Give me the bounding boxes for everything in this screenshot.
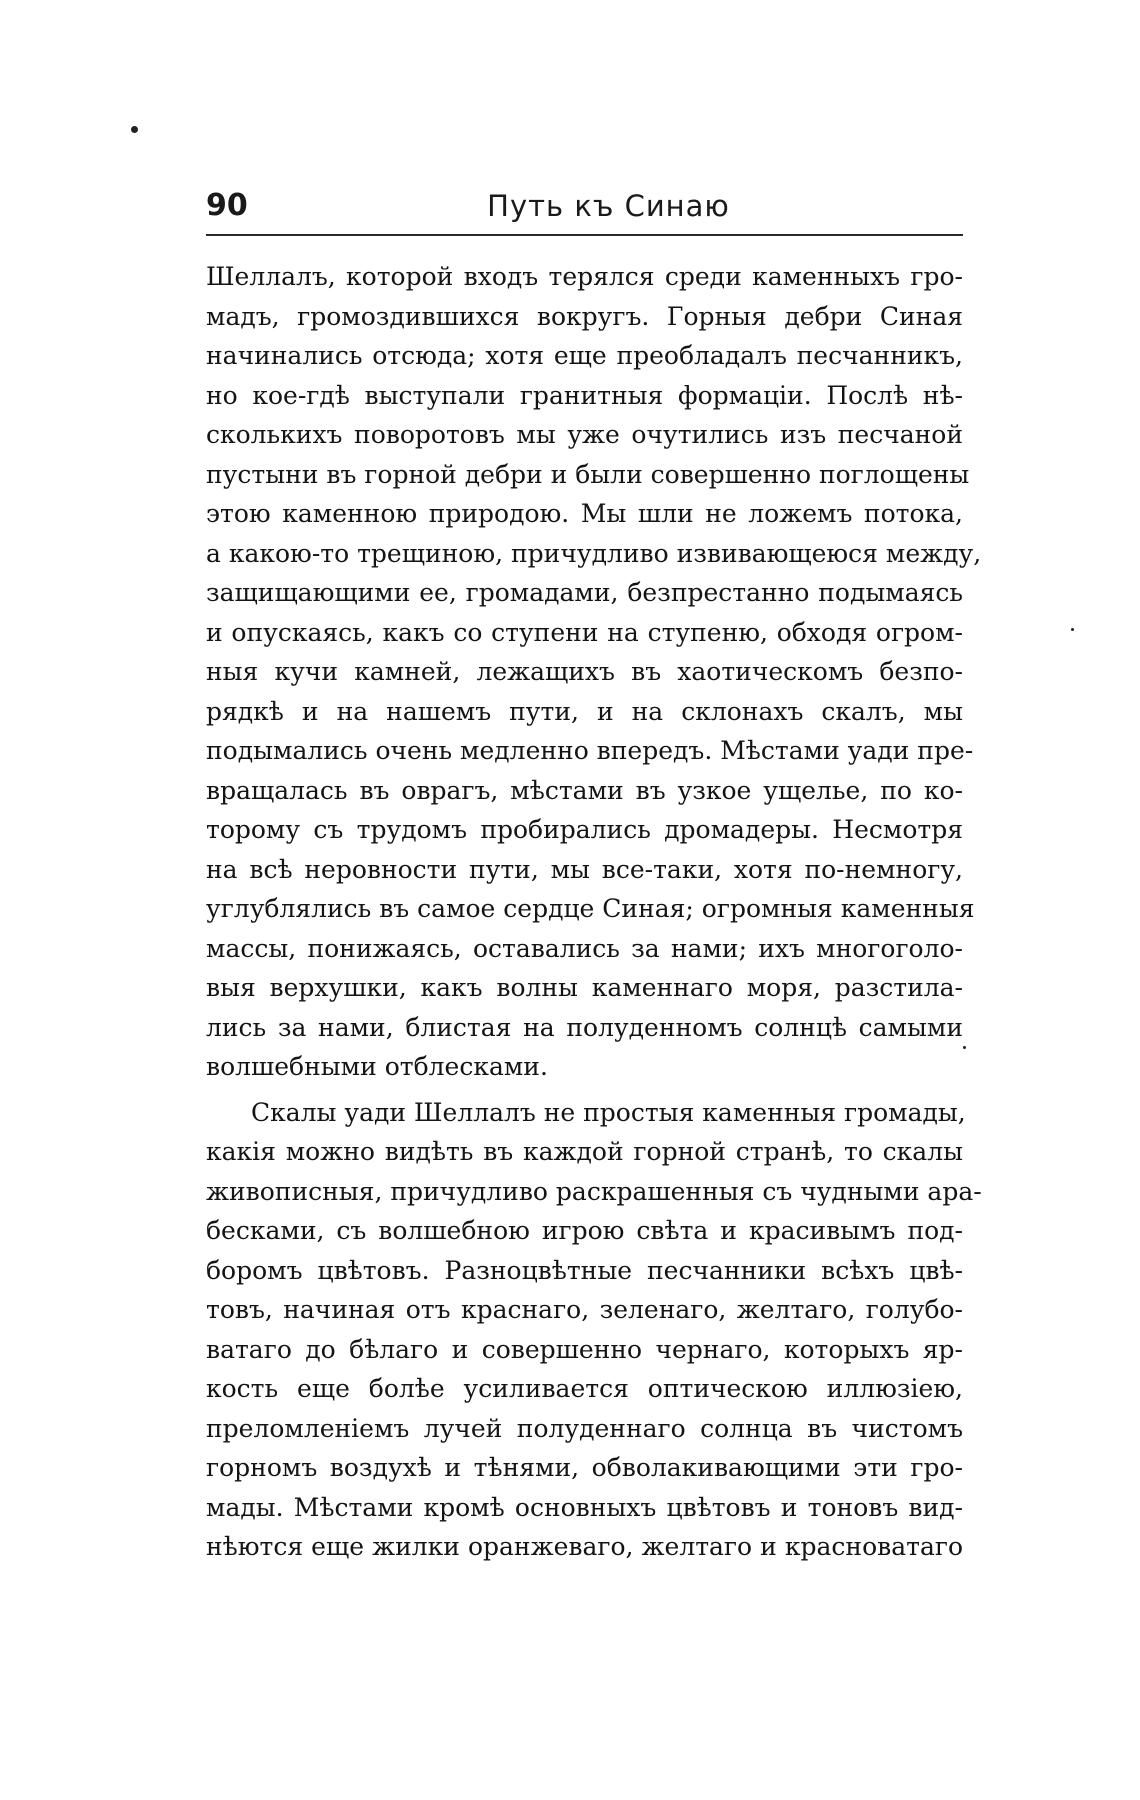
text-line: бесками, съ волшебною игрою свѣта и красивымъ под- bbox=[206, 1216, 963, 1245]
text-line: начинались отсюда; хотя еще преобладалъ песчанникъ, bbox=[206, 341, 963, 370]
text-line: но кое-гдѣ выступали гранитныя формаціи. Послѣ нѣ- bbox=[206, 380, 963, 410]
text-line: товъ, начиная отъ краснаго, зеленаго, желтаго, голубо- bbox=[206, 1295, 963, 1324]
text-line: подымались очень медленно впередъ. Мѣстами уади пре- bbox=[206, 736, 974, 765]
page-header bbox=[206, 186, 963, 230]
text-line: на всѣ неровности пути, мы все-таки, хотя по-немногу, bbox=[206, 854, 963, 884]
text-line: преломленіемъ лучей полуденнаго солнца въ чистомъ bbox=[206, 1413, 963, 1443]
text-line: мады. Мѣстами кромѣ основныхъ цвѣтовъ и тоновъ вид- bbox=[206, 1492, 963, 1522]
text-line: этою каменною природою. Мы шли не ложемъ потока, bbox=[206, 499, 963, 528]
text-line: живописныя, причудливо раскрашенныя съ чудными ара- bbox=[206, 1176, 982, 1206]
text-line: кость еще болѣе усиливается оптическою иллюзіею, bbox=[206, 1374, 963, 1403]
ink-speck bbox=[963, 1046, 966, 1049]
text-line: ныя кучи камней, лежащихъ въ хаотическомъ безпо- bbox=[206, 657, 963, 686]
text-line: углублялись въ самое сердце Синая; огромныя каменныя bbox=[206, 894, 975, 923]
text-line: Скалы уади Шеллалъ не простыя каменныя громады, bbox=[251, 1097, 966, 1127]
text-line: Шеллалъ, которой входъ терялся среди каменныхъ гро- bbox=[206, 262, 963, 291]
text-line: а какою-то трещиною, причудливо извивающеюся между, bbox=[206, 538, 982, 568]
body-text bbox=[206, 257, 982, 1567]
text-line: ватаго до бѣлаго и совершенно чернаго, которыхъ яр- bbox=[206, 1334, 963, 1364]
text-line: волшебными отблесками. bbox=[206, 1052, 548, 1081]
text-line: горномъ воздухѣ и тѣнями, обволакивающими эти гро- bbox=[206, 1453, 963, 1482]
text-line: какія можно видѣть въ каждой горной странѣ, то скалы bbox=[206, 1137, 963, 1166]
text-line: выя верхушки, какъ волны каменнаго моря, разстила- bbox=[206, 973, 963, 1002]
page-number: 90 bbox=[206, 188, 248, 223]
text-line: вращалась въ оврагъ, мѣстами въ узкое ущелье, по ко- bbox=[206, 775, 963, 805]
text-line: защищающими ее, громадами, безпрестанно подымаясь bbox=[206, 578, 963, 607]
text-line: и опускаясь, какъ со ступени на ступеню, обходя огром- bbox=[206, 617, 963, 647]
header-rule bbox=[206, 234, 963, 236]
text-line: рядкѣ и на нашемъ пути, и на склонахъ скалъ, мы bbox=[206, 696, 963, 726]
paragraph-2 bbox=[206, 1093, 982, 1567]
text-line: боромъ цвѣтовъ. Разноцвѣтные песчанники всѣхъ цвѣ- bbox=[206, 1255, 963, 1285]
text-line: мадъ, громоздившихся вокругъ. Горныя дебри Синая bbox=[206, 301, 963, 331]
text-line: пустыни въ горной дебри и были совершенно поглощены bbox=[206, 459, 970, 489]
running-title: Путь къ Синаю bbox=[487, 189, 730, 223]
ink-speck bbox=[131, 126, 138, 133]
text-line: сколькихъ поворотовъ мы уже очутились изъ песчаной bbox=[206, 420, 963, 449]
text-line: лись за нами, блистая на полуденномъ солнцѣ самыми bbox=[206, 1012, 963, 1042]
text-line: нѣются еще жилки оранжеваго, желтаго и красноватаго bbox=[206, 1532, 963, 1561]
text-line: торому съ трудомъ пробирались дромадеры. Несмотря bbox=[206, 815, 963, 844]
text-line: массы, понижаясь, оставались за нами; ихъ многоголо- bbox=[206, 933, 963, 963]
paragraph-1 bbox=[206, 257, 982, 1087]
ink-speck bbox=[1071, 628, 1074, 631]
